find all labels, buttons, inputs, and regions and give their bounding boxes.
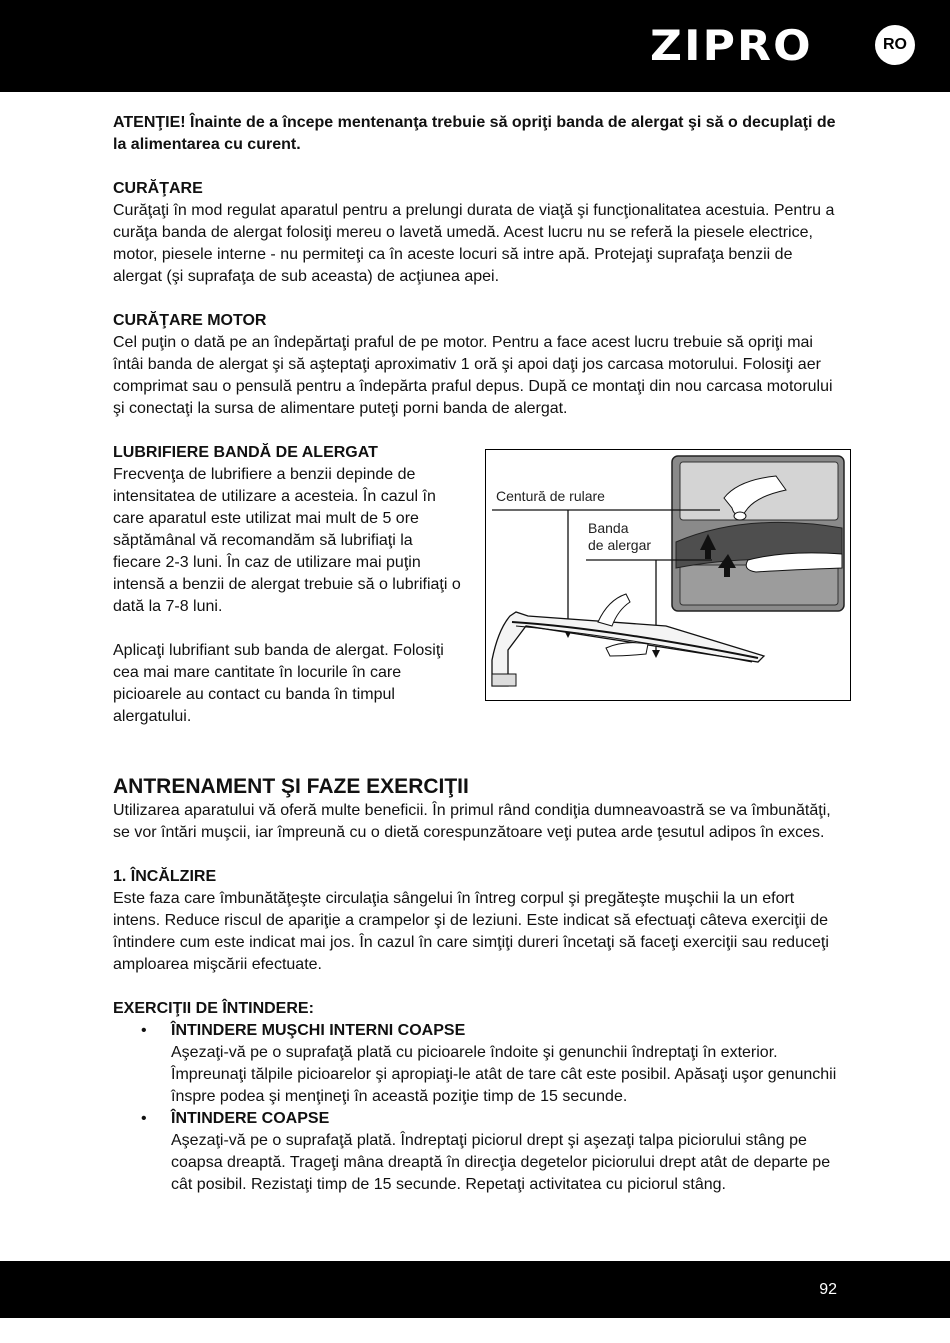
bullet-icon: • xyxy=(141,1110,147,1127)
training-intro: Utilizarea aparatului vă oferă multe beneficii. În primul rând condiţia dumneavoastră se va îmbunătăţi, se vor întări muşcii, iar împreună cu o dietă corespunzătoare veţi putea arde ţesutul adipos în exces. xyxy=(113,802,831,841)
training-section-title: ANTRENAMENT ŞI FAZE EXERCIŢII xyxy=(113,775,469,798)
warmup-heading: 1. ÎNCĂLZIRE xyxy=(113,868,217,885)
running-band-label-line1: Banda xyxy=(588,520,629,536)
list-item xyxy=(113,1020,841,1108)
motor-cleaning-heading: CURĂŢARE MOTOR xyxy=(113,312,267,329)
zipro-logo: ZIPRO xyxy=(650,21,813,70)
list-item xyxy=(113,1108,841,1196)
page-number: 92 xyxy=(819,1281,837,1298)
page-content xyxy=(113,112,841,1196)
page-header xyxy=(0,0,950,92)
page-footer xyxy=(0,1261,950,1318)
bullet-icon: • xyxy=(141,1022,147,1039)
running-band-label-line2: de alergar xyxy=(588,537,652,553)
stretching-list xyxy=(113,1020,841,1196)
lubrication-section xyxy=(113,442,841,736)
stretching-heading: EXERCIŢII DE ÎNTINDERE: xyxy=(113,1000,314,1017)
rolling-belt-label: Centură de rulare xyxy=(496,488,605,504)
motor-cleaning-paragraph: Cel puţin o dată pe an îndepărtaţi praful de pe motor. Pentru a face acest lucru trebuie să opriţi mai întâi banda de alergat şi să aşteptaţi aproximativ 1 oră şi apoi daţi jos carcasa motorului. Folosiţi aer comprimat sau o pensulă pentru a îndepărta praful depus. După ce montaţi din nou carcasa motorului şi conectaţi la sursa de alimentare puteţi porni banda de alergat. xyxy=(113,334,833,417)
maintenance-warning: ATENŢIE! Înainte de a începe mentenanţa trebuie să opriţi banda de alergat şi să o decuplaţi de la alimentarea cu curent. xyxy=(113,114,836,153)
lubrication-heading: LUBRIFIERE BANDĂ DE ALERGAT xyxy=(113,444,378,461)
lubrication-paragraph-2: Aplicaţi lubrifiant sub banda de alergat. Folosiţi cea mai mare cantitate în locurile în care picioarele au contact cu banda în timpul alergatului. xyxy=(113,642,444,725)
cleaning-heading: CURĂŢARE xyxy=(113,180,203,197)
warmup-paragraph: Este faza care îmbunătăţeşte circulaţia sângelui în întreg corpul şi pregăteşte muşchii la un efort intens. Reduce riscul de apariţie a crampelor şi de leziuni. Este indicat să efectuaţi câteva exerciţii de întindere cum este indicat mai jos. În cazul în care simţiţi dureri încetaţi să faceţi exerciţii sau reduceţi amploarea mişcării efectuate. xyxy=(113,890,829,973)
lubrication-paragraph-1: Frecvenţa de lubrifiere a benzii depinde de intensitatea de utilizare a acesteia. În cazul în care aparatul este utilizat mai mult de 5 ore săptămânal vă recomandăm să lubrifiaţi la fiecare 2-3 luni. În caz de utilizare mai puţin intensă a benzii de alergat trebuie să o lubrifiaţi o dată la 7-8 luni. xyxy=(113,466,461,615)
stretch-description: Aşezaţi-vă pe o suprafaţă plată. Îndreptaţi piciorul drept şi aşezaţi talpa piciorului stâng pe coapsa dreaptă. Trageţi mâna dreaptă în direcţia degetelor piciorului drept atât de departe pe cât posibil. Rezistaţi timp de 15 secunde. Repetaţi activitatea cu piciorul stâng. xyxy=(171,1132,831,1193)
stretch-title: ÎNTINDERE MUŞCHI INTERNI COAPSE xyxy=(171,1022,466,1039)
stretch-title: ÎNTINDERE COAPSE xyxy=(171,1110,330,1127)
cleaning-paragraph: Curăţaţi în mod regulat aparatul pentru a prelungi durata de viaţă şi funcţionalitatea acestuia. Pentru a curăţa banda de alergat folosiţi mereu o lavetă umedă. Acest lucru nu se referă la piesele electrice, motor, piesele interne - nu permiteţi ca în aceste locuri să intre apă. Protejaţi suprafaţa benzii de alergat (şi suprafaţa de sub aceasta) de acţiunea apei. xyxy=(113,202,835,285)
language-badge: RO xyxy=(875,25,915,65)
stretch-description: Aşezaţi-vă pe o suprafaţă plată cu picioarele îndoite şi genunchii îndreptaţi în exterior. Împreunaţi tălpile picioarelor şi apropiaţi-le atât de tare cât este posibil. Apăsaţi uşor genunchii înspre podea şi menţineţi în această poziţie timp de 15 secunde. xyxy=(171,1044,837,1105)
lubrication-illustration xyxy=(485,449,851,701)
